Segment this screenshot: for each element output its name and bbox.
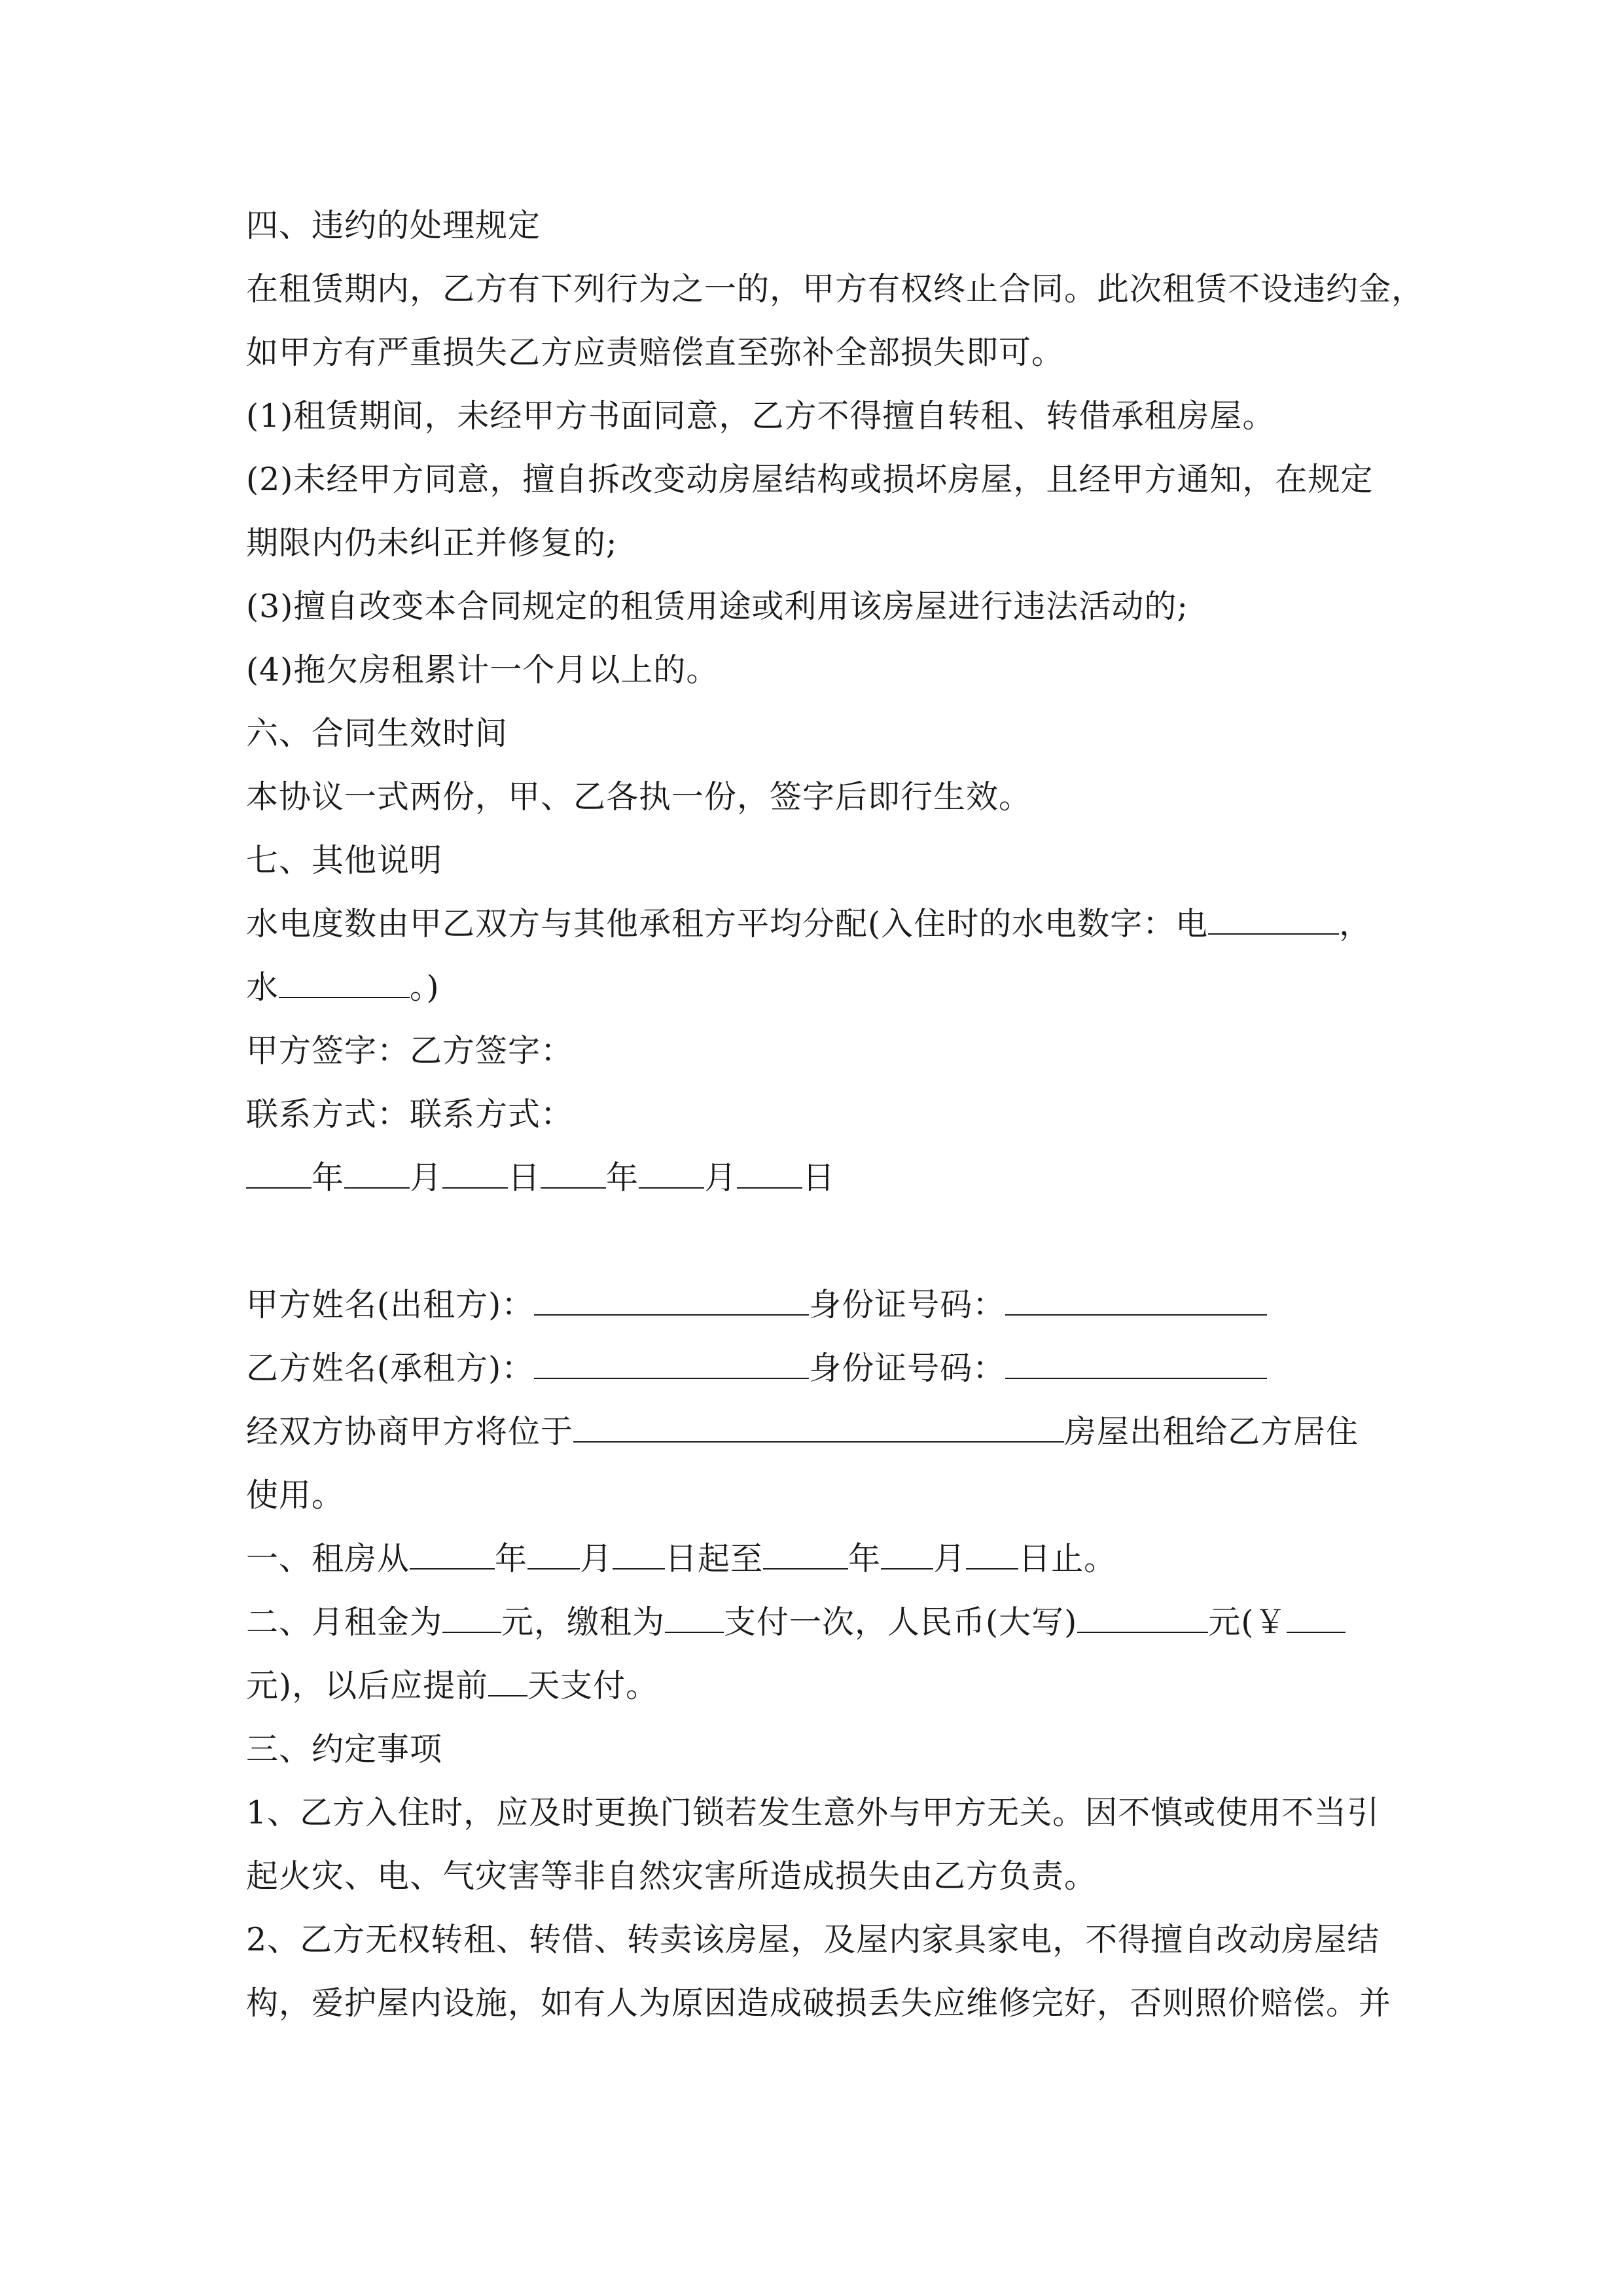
id-number-label: 身份证号码： (809, 1350, 1006, 1387)
end-year-blank[interactable] (763, 1542, 848, 1570)
advance-days-blank[interactable] (488, 1669, 527, 1696)
clause-item-4: (4)拖欠房租累计一个月以上的。 (246, 651, 719, 689)
closing-text: 。) (410, 969, 440, 1006)
yuan-symbol-label: 元(￥ (1208, 1604, 1287, 1641)
id-number-label: 身份证号码： (809, 1286, 1006, 1323)
water-blank[interactable] (279, 971, 410, 998)
year-blank[interactable] (541, 1161, 606, 1189)
paragraph-line: 起火灾、电、气灾害等非自然灾害所造成损失由乙方负责。 (246, 1857, 1097, 1895)
payment-cycle-label: 元，缴租为 (501, 1604, 666, 1641)
rent-amount-blank[interactable] (442, 1605, 501, 1633)
clause-item-1: (1)租赁期间，未经甲方书面同意，乙方不得擅自转租、转借承租房屋。 (246, 397, 1275, 435)
year-blank[interactable] (246, 1161, 312, 1189)
contact-line: 联系方式：联系方式： (246, 1096, 574, 1133)
signature-line: 甲方签字：乙方签字： (246, 1032, 574, 1069)
start-year-blank[interactable] (410, 1542, 495, 1570)
paragraph-line: 1、乙方入住时，应及时更换门锁若发生意外与甲方无关。因不慎或使用不当引 (246, 1794, 1380, 1831)
paragraph-line: 在租赁期内，乙方有下列行为之一的，甲方有权终止合同。此次租赁不设违约金， (246, 270, 1425, 308)
heading-other-notes: 七、其他说明 (246, 842, 443, 879)
property-location-line (246, 1400, 1424, 1463)
paragraph-line: 2、乙方无权转租、转借、转卖该房屋，及屋内家具家电，不得擅自改动房屋结 (246, 1921, 1380, 1958)
rental-period-line (246, 1527, 1424, 1590)
heading-effective-time: 六、合同生效时间 (246, 715, 508, 752)
start-month-blank[interactable] (527, 1542, 580, 1570)
clause-item-3: (3)擅自改变本合同规定的租赁用途或利用该房屋进行违法活动的; (246, 588, 1188, 625)
property-location-label: 经双方协商甲方将位于 (246, 1413, 574, 1450)
day-label: 日 (802, 1159, 836, 1196)
start-day-blank[interactable] (613, 1542, 665, 1570)
utilities-text: 水电度数由甲乙双方与其他承租方平均分配(入住时的水电数字：电 (246, 905, 1209, 942)
year-label: 年 (495, 1540, 528, 1577)
monthly-rent-line (246, 1590, 1424, 1654)
paragraph-line: 构，爱护屋内设施，如有人为原因造成破损丢失应维修完好，否则照价赔偿。并 (246, 1984, 1392, 2022)
paragraph-line: 使用。 (246, 1477, 345, 1514)
tenant-name-blank[interactable] (534, 1352, 809, 1379)
tenant-id-blank[interactable] (1005, 1352, 1267, 1379)
paragraph-line: 本协议一式两份，甲、乙各执一份，签字后即行生效。 (246, 778, 1032, 816)
rmb-uppercase-label: 支付一次，人民币(大写) (724, 1604, 1078, 1641)
advance-payment-line (246, 1654, 1424, 1717)
year-label: 年 (606, 1159, 639, 1196)
heading-breach: 四、违约的处理规定 (246, 207, 541, 244)
year-label: 年 (848, 1540, 882, 1577)
month-label: 月 (933, 1540, 967, 1577)
tenant-name-line (246, 1336, 1424, 1400)
month-label: 月 (410, 1159, 443, 1196)
landlord-name-blank[interactable] (534, 1288, 809, 1316)
comma-text: ， (1339, 905, 1372, 942)
day-blank[interactable] (737, 1161, 802, 1189)
heading-agreed-matters: 三、约定事项 (246, 1731, 443, 1768)
rmb-number-blank[interactable] (1287, 1605, 1346, 1633)
water-label: 水 (246, 969, 279, 1006)
paragraph-line: 如甲方有严重损失乙方应责赔偿直至弥补全部损失即可。 (246, 334, 1065, 371)
document-page (246, 194, 1424, 2035)
landlord-name-line (246, 1273, 1424, 1336)
tenant-name-label: 乙方姓名(承租方)： (246, 1350, 535, 1387)
month-label: 月 (580, 1540, 613, 1577)
day-blank[interactable] (442, 1161, 508, 1189)
day-end-label: 日止。 (1018, 1540, 1117, 1577)
utilities-line (246, 892, 1424, 956)
month-label: 月 (704, 1159, 738, 1196)
landlord-name-label: 甲方姓名(出租方)： (246, 1286, 535, 1323)
property-address-blank[interactable] (573, 1415, 1064, 1443)
monthly-rent-label: 二、月租金为 (246, 1604, 443, 1641)
day-label: 日 (508, 1159, 541, 1196)
property-purpose-text: 房屋出租给乙方居住 (1064, 1413, 1359, 1450)
day-until-label: 日起至 (665, 1540, 764, 1577)
days-pay-label: 天支付。 (527, 1667, 659, 1704)
spacer (246, 1210, 1424, 1273)
month-blank[interactable] (344, 1161, 410, 1189)
water-line (246, 956, 1424, 1019)
clause-item-2: (2)未经甲方同意，擅自拆改变动房屋结构或损坏房屋，且经甲方通知，在规定 (246, 461, 1374, 498)
landlord-id-blank[interactable] (1005, 1288, 1267, 1316)
paragraph-line: 期限内仍未纠正并修复的; (246, 524, 618, 562)
payment-cycle-blank[interactable] (665, 1605, 724, 1633)
rental-period-label: 一、租房从 (246, 1540, 410, 1577)
month-blank[interactable] (639, 1161, 704, 1189)
end-month-blank[interactable] (881, 1542, 933, 1570)
electricity-blank[interactable] (1208, 907, 1339, 935)
date-line (246, 1146, 1424, 1210)
rmb-uppercase-blank[interactable] (1077, 1605, 1208, 1633)
end-day-blank[interactable] (966, 1542, 1018, 1570)
year-label: 年 (312, 1159, 345, 1196)
advance-payment-label: 元)，以后应提前 (246, 1667, 489, 1704)
